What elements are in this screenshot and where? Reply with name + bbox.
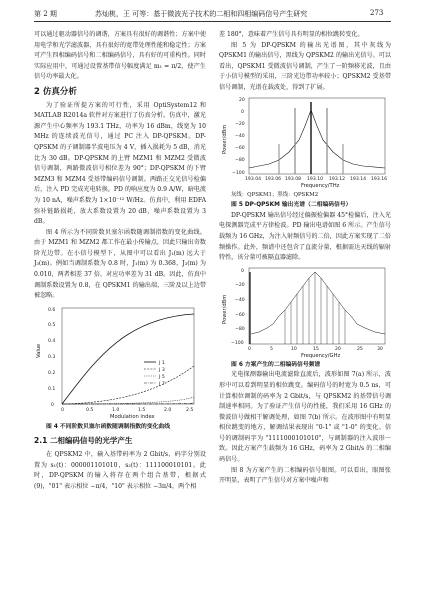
y-tick: 0.4 (48, 338, 56, 344)
fig6-xlabel: Frequency/GHz (301, 352, 341, 359)
paragraph: 图 4 所示为不同阶数贝塞尔函数随调制指数的变化曲线。由于 MZM1 和 MZM2 都工作在最小传输点，因此只输出奇数阶光边带。在小信号模型下，从图中可以看出 J₁(m) 远大于 J₃(m)。例如当调制系数为 0.8 时，J₁(m) 为 0.368，J₃(m) 为 0.010，两者相差 37 倍，对应功率差为 31 dB。因此，仿真中调制系数设置为 0.8，在 QPSKM1 的输出端，三阶及以上边带被忽略。 (34, 228, 206, 300)
svg-text:−40: −40 (235, 297, 245, 303)
x-tick: 0 (61, 407, 64, 413)
figure-4 (34, 302, 206, 422)
svg-text:193.04: 193.04 (245, 176, 262, 182)
paragraph: 图 5 为 DP-QPSKM 的输出光谱图，其中灰线为 QPSKM1 的输出信号，黑线为 QPSKM2 的输出光信号。可以看出，QPSKM1 受微波信号调制，产生了一阶频移光波，且由于小信号模型的采用，三阶光边带功率较小；QPSKM2 受基带信号调制，光谱在载波处，得到了扩展。 (219, 41, 391, 91)
y-tick: 0.3 (48, 354, 56, 360)
paragraph: 光电探测器输出电流滤除直流后，波形如图 7(a) 所示，波形中可以看到明显的相位跳变。编码信号的时宽为 0.5 ns，可计算相位调制的码率为 2 Gbit/s，与 QPSKM2 的基带信号调制速率相同。为了验证产生信号的性能，我们采用 16 GHz 的微波信号做相干解调处理，如图 7(b) 所示。在波形图中有明显相位跳变的地方，解调结果表现出 "0-1" 或 "1-0" 的变化。信号的调制码字为 "1111000101010"，与调制器的注入波形一致。因此方案产生载频为 16 GHz，码率为 2 Gbit/s 的二相编码信号。 (219, 371, 391, 464)
curve-j1 (62, 314, 194, 404)
svg-text:30: 30 (377, 346, 383, 352)
figure-5-caption: 图 5 DP-QPSKM 输出光谱（二相编码信号） (231, 202, 352, 209)
section-heading: 2 仿真分析 (34, 86, 77, 97)
bessel-plot (34, 302, 206, 422)
qpskm2-trace (249, 110, 385, 168)
fig4-ylabel: Value (36, 343, 42, 358)
figure-6-caption: 图 6 方案产生的二相编码信号频谱 (231, 361, 321, 368)
paragraph: 图 8 为方案产生的二相编码信号眼图。可以看出，眼图张开明显，表明了产生信号对方案中噪声和 (219, 466, 391, 485)
left-column (34, 30, 206, 492)
y-tick: 0.6 (48, 307, 56, 313)
svg-text:J 1: J 1 (159, 360, 165, 366)
svg-text:20: 20 (239, 97, 245, 103)
rf-spectrum-plot (219, 264, 391, 360)
signal-envelope (251, 272, 385, 334)
svg-text:−60: −60 (235, 312, 245, 318)
paragraph: 差 180°，意味着产生信号具有明显的相位跳转变化。 (219, 31, 364, 38)
fig4-legend (144, 360, 165, 387)
x-tick: 0.5 (86, 407, 94, 413)
y-tick: 0 (51, 402, 54, 408)
svg-text:−80: −80 (235, 157, 245, 163)
svg-text:J 5: J 5 (159, 374, 165, 380)
page-header (0, 0, 427, 22)
svg-text:25: 25 (357, 346, 363, 352)
figure-6 (219, 264, 391, 360)
subsection-heading: 2.1 二相编码信号的光学产生 (34, 436, 133, 446)
spectral-lines (285, 272, 345, 344)
paragraph: DP-QPSKM 输出信号经过偏振检偏器 45°检偏后，注入光电探测器完成平方律检波。PD 输出电谱如图 6 所示。产生信号载频为 16 GHz，为注入射频信号的二倍，因此方案实现了二倍频操作。此外，频谱中还包含了直流分量，根据需达天线的辐射特性，该分量可被隔直器滤除。 (219, 211, 391, 262)
svg-text:20: 20 (335, 346, 341, 352)
y-tick: 0.5 (48, 322, 56, 328)
paragraph: 为了验证所提方案的可行性，采用 OptiSystem12 和 MATLAB R2014a 软件对方案进行了仿真分析。仿真中，激光源产生中心频率为 193.1 THz，功率为 16 dBm，线宽为 10 MHz 的连续波光信号，通过 PC 注入 DP-QPSKM。DP-QPSKM 的子调制器半波电压为 4 V，插入损耗为 5 dB，消光比为 30 dB。DP-QPSKM 的上臂 MZM1 和 MZM2 受微波信号调制，两路微波信号相位差为 90°；DP-QPSKM 的下臂 MZM3 和 MZM4 受基带编码信号调制。两路正交光信号检偏后，注入 PD 完成光电转换。PD 的响应度为 0.9 A/W，暗电流为 10 nA，噪声系数为 1×10⁻¹² W/Hz。仿真中，利用 EDFA 弥补链路损耗，放大系数设置为 20 dB，噪声系数设置为 3 dB。 (34, 101, 206, 226)
fig4-xlabel: Modulation index (110, 413, 155, 420)
figure-5 (219, 94, 391, 190)
svg-text:−80: −80 (235, 326, 245, 332)
svg-text:−20: −20 (235, 121, 245, 127)
fig6-ylabel: Power/dBm (222, 294, 228, 324)
svg-text:−40: −40 (235, 133, 245, 139)
y-tick: 0.1 (48, 386, 56, 392)
svg-text:193.10: 193.10 (307, 176, 324, 182)
curve-j3 (62, 366, 194, 404)
x-tick: 2.0 (164, 407, 172, 413)
figure-5-legend: 灰线：QPSKM1；黑线：QPSKM2 (231, 191, 319, 198)
x-tick: 1.0 (112, 407, 120, 413)
right-column (219, 30, 391, 487)
figure-4-caption: 图 4 不同阶数贝塞尔函数随调制指数的变化曲线 (46, 423, 171, 430)
svg-text:10: 10 (291, 346, 297, 352)
fig5-ylabel: Power/dBm (222, 124, 228, 154)
svg-text:193.06: 193.06 (265, 176, 282, 182)
svg-text:15: 15 (313, 346, 319, 352)
running-title: 苏灿桃，王 可等：基于微波光子技术的二相和四相编码信号产生研究 (95, 10, 308, 18)
spectrum-plot (219, 94, 391, 190)
svg-text:−100: −100 (232, 170, 245, 176)
svg-text:J 3: J 3 (159, 367, 165, 373)
paragraph: 在 QPSKM2 中，输入基带码率为 2 Gbit/s，码字分别设置为 s₁(t)：000001101010，s₂(t)：111100010101。此时，DP-QPSKM 的输入将存在两个组合基带，根据式(9)，"01" 表示相位 −π/4，"10" 表示相位 −3π/4，两个相 (34, 451, 206, 490)
svg-text:J 7: J 7 (159, 381, 165, 387)
svg-text:0: 0 (248, 346, 251, 352)
header-rule (34, 21, 391, 22)
svg-text:5: 5 (270, 346, 273, 352)
svg-text:193.12: 193.12 (329, 176, 346, 182)
svg-text:193.16: 193.16 (371, 176, 388, 182)
svg-text:193.08: 193.08 (285, 176, 302, 182)
x-tick: 1.5 (138, 407, 146, 413)
svg-text:−20: −20 (235, 282, 245, 288)
page-number: 273 (370, 9, 384, 17)
svg-text:0: 0 (241, 268, 244, 274)
y-tick: 0.2 (48, 370, 56, 376)
paragraph: 可以通过驱动器信号的调谐，方案具有很好的调谐性；方案中使用电学和光学滤波器，具有很好的宽带处理性能和稳定性；方案可产生四相编码信号和二相编码信号，具有好的可重构性。同时实际应用中，可通过设置基带信号幅度满足 m₁ = π/2，使产生信号功率最大化。 (34, 31, 206, 81)
fig5-xlabel: Frequency/THz (301, 182, 340, 189)
svg-text:0: 0 (241, 109, 244, 115)
issue-number: 第 2 期 (34, 10, 57, 18)
x-tick: 2.5 (186, 407, 194, 413)
svg-text:−60: −60 (235, 145, 245, 151)
svg-text:193.14: 193.14 (350, 176, 367, 182)
svg-text:−100: −100 (231, 340, 244, 346)
